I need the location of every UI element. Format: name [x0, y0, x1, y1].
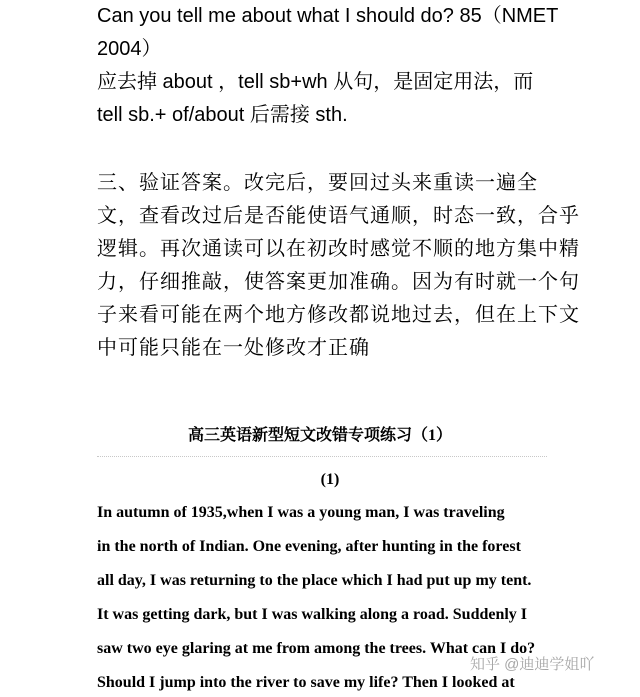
passage-line: In autumn of 1935,when I was a young man, I was traveling	[97, 504, 505, 521]
passage-line: saw two eye glaring at me from among the trees. What can I do?	[97, 640, 536, 657]
passage-line: in the north of Indian. One evening, after hunting in the forest	[97, 538, 521, 555]
example-sentence-line: Can you tell me about what I should do? 85（NMET	[97, 5, 559, 27]
paragraph-line: 子来看可能在两个地方修改都说地过去，但在上下文	[97, 304, 580, 326]
passage-line: all day, I was returning to the place which I had put up my tent.	[97, 572, 532, 589]
passage-line: Should I jump into the river to save my life? Then I looked at	[97, 674, 515, 691]
paragraph-line: 三、验证答案。改完后，要回过头来重读一遍全	[97, 172, 538, 194]
explanation-line: 应去掉 about ，tell sb+wh 从句，是固定用法，而	[97, 71, 534, 93]
watermark: 知乎 @迪迪学姐吖	[470, 656, 595, 673]
example-source-line: 2004）	[97, 38, 162, 60]
divider	[97, 456, 547, 457]
paragraph-line: 中可能只能在一处修改才正确	[97, 337, 370, 359]
paragraph-line: 逻辑。再次通读可以在初改时感觉不顺的地方集中精	[97, 238, 580, 260]
exercise-title: 高三英语新型短文改错专项练习（1）	[187, 427, 452, 444]
exercise-number: (1)	[320, 471, 340, 488]
passage-line: It was getting dark, but I was walking along a road. Suddenly I	[97, 606, 528, 623]
paragraph-line: 力，仔细推敲，使答案更加准确。因为有时就一个句	[97, 271, 580, 293]
explanation-line: tell sb.+ of/about 后需接 sth.	[97, 104, 348, 126]
paragraph-line: 文，查看改过后是否能使语气通顺，时态一致，合乎	[97, 205, 580, 227]
